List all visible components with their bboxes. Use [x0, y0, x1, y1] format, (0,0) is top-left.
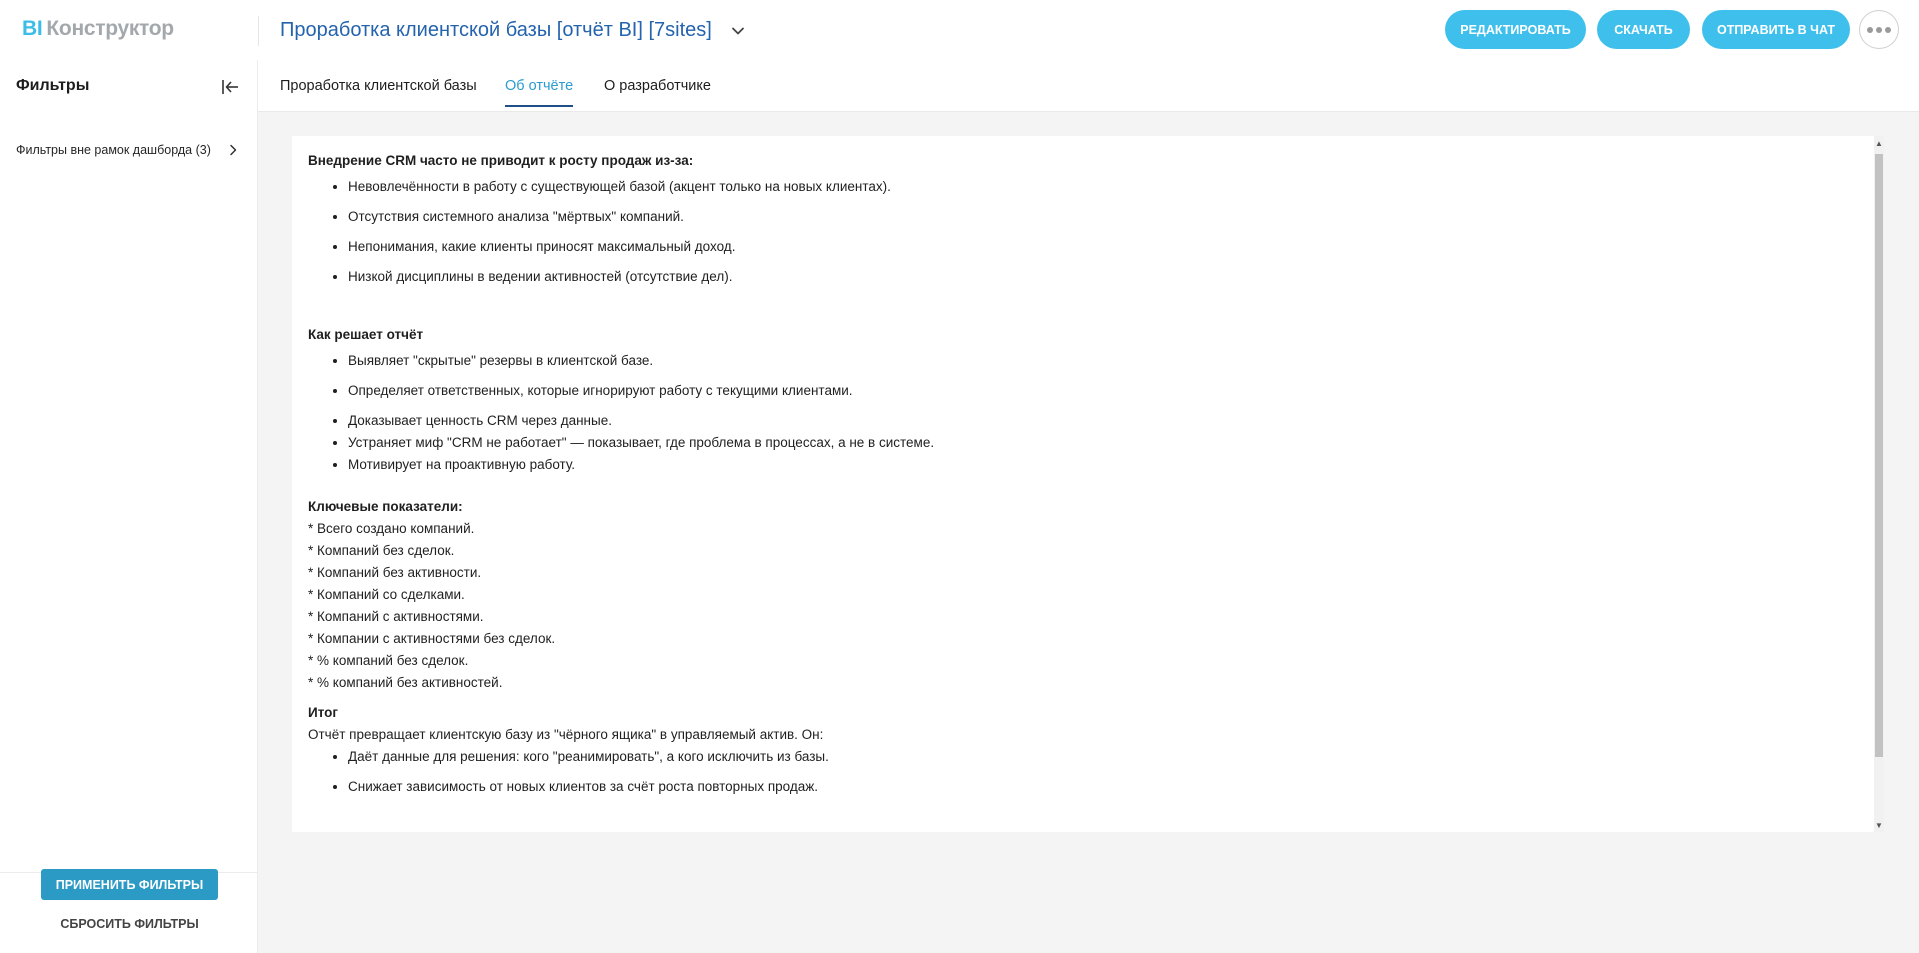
filter-group-outside-dashboard[interactable]	[16, 139, 246, 161]
list-item: • Определяет ответственных, которые игнорируют работу с текущими клиентами.	[348, 380, 1848, 402]
section-title-problems: Внедрение CRM часто не приводит к росту продаж из-за:	[308, 153, 694, 168]
section-title-summary: Итог	[308, 705, 339, 720]
list-item: • Доказывает ценность CRM через данные.	[348, 410, 1848, 432]
scroll-down-arrow-icon[interactable]: ▼	[1875, 820, 1883, 830]
apply-filters-button[interactable]: ПРИМЕНИТЬ ФИЛЬТРЫ	[41, 869, 218, 900]
tab-client-base[interactable]: Проработка клиентской базы	[280, 78, 477, 94]
metric-line: * Компании с активностями без сделок.	[308, 631, 556, 646]
report-description-text	[308, 150, 1848, 806]
metric-line: * Компаний со сделками.	[308, 587, 465, 602]
metric-line: * Всего создано компаний.	[308, 521, 475, 536]
list-item: • Мотивирует на проактивную работу.	[348, 454, 1848, 476]
scroll-up-arrow-icon[interactable]: ▲	[1875, 138, 1883, 148]
sidebar-title: Фильтры	[16, 77, 90, 94]
dot	[1867, 27, 1873, 33]
report-title[interactable]: Проработка клиентской базы [отчёт BI] [7sites]	[280, 19, 712, 41]
reset-filters-button[interactable]: СБРОСИТЬ ФИЛЬТРЫ	[41, 912, 218, 936]
scrollbar-thumb[interactable]	[1875, 154, 1883, 757]
logo-name-text: Конструктор	[46, 17, 174, 40]
download-button[interactable]: СКАЧАТЬ	[1597, 10, 1690, 49]
list-item: • Устраняет миф "CRM не работает" — показывает, где проблема в процессах, а не в системе.	[348, 432, 1848, 454]
filter-group-label: Фильтры вне рамок дашборда (3)	[16, 143, 211, 157]
content-scrollbar[interactable]	[1874, 136, 1884, 832]
tab-about-report[interactable]: Об отчёте	[505, 78, 573, 107]
edit-button[interactable]: РЕДАКТИРОВАТЬ	[1445, 10, 1586, 49]
metric-line: * % компаний без активностей.	[308, 675, 503, 690]
report-tabs	[258, 60, 1919, 112]
metric-line: * Компаний без активности.	[308, 565, 482, 580]
list-item: • Выявляет "скрытые" резервы в клиентской базе.	[348, 350, 1848, 372]
section-title-key-metrics: Ключевые показатели:	[308, 499, 463, 514]
summary-list	[308, 746, 1848, 798]
solution-list-continued	[308, 410, 1848, 476]
list-item: • Низкой дисциплины в ведении активностей (отсутствие дел).	[348, 266, 1848, 288]
metric-line: * Компаний без сделок.	[308, 543, 455, 558]
collapse-left-icon[interactable]	[218, 76, 242, 98]
metric-line: * Компаний с активностями.	[308, 609, 484, 624]
dot	[1876, 27, 1882, 33]
list-item: • Снижает зависимость от новых клиентов за счёт роста повторных продаж.	[348, 776, 1848, 798]
report-description-card	[292, 136, 1884, 832]
logo-bi-text: BI	[22, 17, 43, 40]
summary-intro: Отчёт превращает клиентскую базу из "чёрного ящика" в управляемый актив. Он:	[308, 727, 824, 742]
list-item: • Невовлечённости в работу с существующей базой (акцент только на новых клиентах).	[348, 176, 1848, 198]
chevron-down-icon[interactable]	[729, 22, 747, 40]
header-divider	[258, 16, 259, 46]
section-title-solution: Как решает отчёт	[308, 327, 424, 342]
dot	[1885, 27, 1891, 33]
more-dots-icon[interactable]	[1859, 10, 1899, 49]
tab-about-developer[interactable]: О разработчике	[604, 78, 711, 94]
filters-sidebar	[0, 60, 258, 953]
solution-list	[308, 350, 1848, 402]
chevron-right-icon	[226, 143, 240, 157]
send-to-chat-button[interactable]: ОТПРАВИТЬ В ЧАТ	[1702, 10, 1850, 49]
list-item: • Непонимания, какие клиенты приносят максимальный доход.	[348, 236, 1848, 258]
list-item: • Даёт данные для решения: кого "реанимировать", а кого исключить из базы.	[348, 746, 1848, 768]
app-header	[0, 0, 1919, 60]
metric-line: * % компаний без сделок.	[308, 653, 469, 668]
app-logo[interactable]	[22, 17, 174, 41]
problems-list	[308, 176, 1848, 288]
list-item: • Отсутствия системного анализа "мёртвых" компаний.	[348, 206, 1848, 228]
